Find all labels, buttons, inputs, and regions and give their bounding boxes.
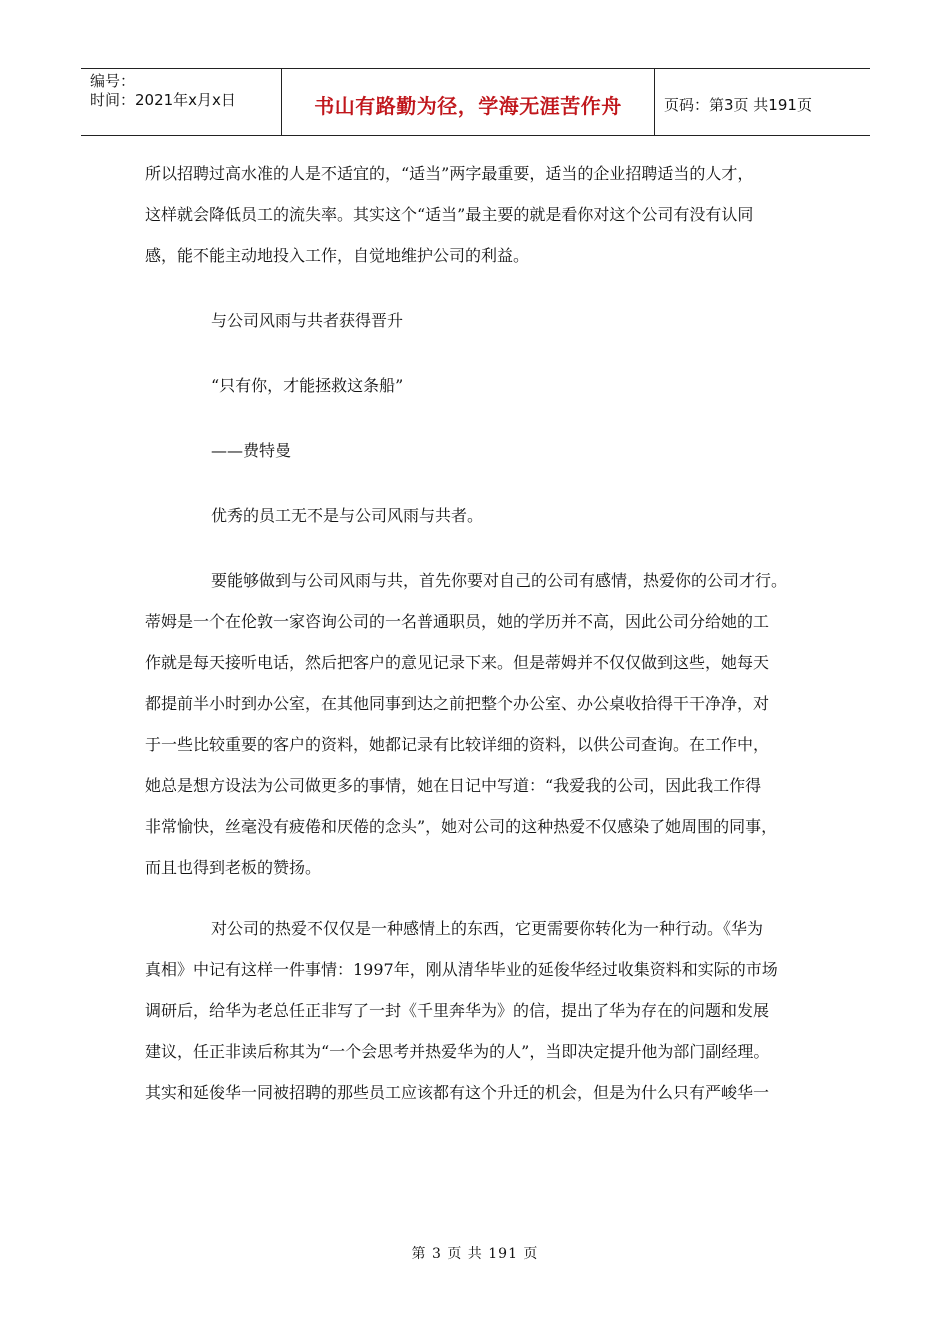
section-heading: 与公司风雨与共者获得晋升 (211, 311, 404, 330)
text-line: 感，能不能主动地投入工作，自觉地维护公司的利益。 (145, 246, 530, 265)
quote-author: ——费特曼 (211, 441, 292, 460)
text-line: 要能够做到与公司风雨与共，首先你要对自己的公司有感情，热爱你的公司才行。 (211, 571, 788, 590)
header-motto: 书山有路勤为径，学海无涯苦作舟 (282, 69, 655, 135)
text-line: 其实和延俊华一同被招聘的那些员工应该都有这个升迁的机会，但是为什么只有严峻华一 (145, 1083, 770, 1102)
paragraph-1 (145, 153, 810, 276)
quote: “只有你，才能拯救这条船” (211, 376, 404, 395)
text-line: 她总是想方设法为公司做更多的事情，她在日记中写道：“我爱我的公司，因此我工作得 (145, 776, 762, 795)
header-page-info: 页码：第3页 共191页 (664, 95, 812, 114)
text-line: 而且也得到老板的赞扬。 (145, 858, 322, 877)
page-header (81, 68, 870, 136)
text-line: 作就是每天接听电话，然后把客户的意见记录下来。但是蒂姆并不仅仅做到这些，她每天 (145, 653, 770, 672)
time-label: 时间：2021年x月x日 (90, 91, 236, 109)
paragraph-4 (145, 908, 810, 1113)
text-line: 于一些比较重要的客户的资料，她都记录有比较详细的资料，以供公司查询。在工作中， (145, 735, 770, 754)
text-line: 非常愉快，丝毫没有疲倦和厌倦的念头”，她对公司的这种热爱不仅感染了她周围的同事， (145, 817, 778, 836)
header-meta (81, 69, 282, 135)
text-line: 这样就会降低员工的流失率。其实这个“适当”最主要的就是看你对这个公司有没有认同 (145, 205, 754, 224)
text-line: 建议，任正非读后称其为“一个会思考并热爱华为的人”，当即决定提升他为部门副经理。 (145, 1042, 770, 1061)
paragraph-2: 优秀的员工无不是与公司风雨与共者。 (211, 506, 484, 525)
text-line: 真相》中记有这样一件事情：1997年，刚从清华毕业的延俊华经过收集资料和实际的市场 (145, 960, 778, 979)
page-footer: 第 3 页 共 191 页 (411, 1246, 539, 1262)
paragraph-3 (145, 560, 810, 888)
text-line: 调研后，给华为老总任正非写了一封《千里奔华为》的信，提出了华为存在的问题和发展 (145, 1001, 770, 1020)
document-body (145, 153, 810, 1113)
text-line: 蒂姆是一个在伦敦一家咨询公司的一名普通职员，她的学历并不高，因此公司分给她的工 (145, 612, 770, 631)
text-line: 都提前半小时到办公室，在其他同事到达之前把整个办公室、办公桌收拾得干干净净，对 (145, 694, 770, 713)
number-label: 编号： (90, 72, 136, 90)
text-line: 所以招聘过高水准的人是不适宜的，“适当”两字最重要，适当的企业招聘适当的人才， (145, 164, 754, 183)
text-line: 对公司的热爱不仅仅是一种感情上的东西，它更需要你转化为一种行动。《华为 (211, 919, 764, 938)
